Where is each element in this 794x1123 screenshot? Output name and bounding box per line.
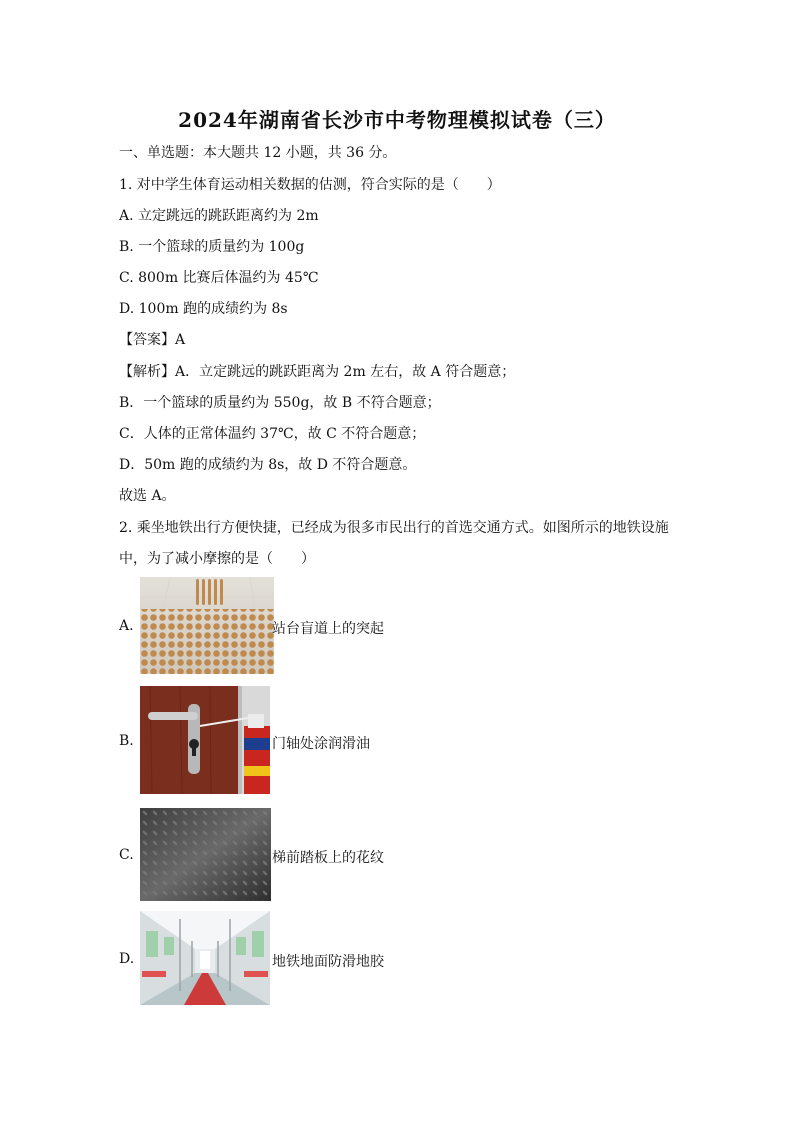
question-2-stem-line2: 中，为了减小摩擦的是（ ）	[119, 551, 315, 567]
question-2-stem-line1: 2. 乘坐地铁出行方便快捷，已经成为很多市民出行的首选交通方式。如图所示的地铁设施	[119, 520, 669, 536]
question-1-stem: 1. 对中学生体育运动相关数据的估测，符合实际的是（ ）	[119, 177, 501, 193]
page-title: 2024年湖南省长沙市中考物理模拟试卷（三）	[178, 108, 616, 132]
question-1-analysis-c: C．人体的正常体温约 37℃，故 C 不符合题意；	[119, 426, 426, 442]
question-1-analysis-b: B．一个篮球的质量约为 550g，故 B 不符合题意；	[119, 395, 441, 411]
question-2-option-c-letter: C.	[119, 847, 134, 863]
question-1-option-d: D. 100m 跑的成绩约为 8s	[119, 301, 288, 317]
question-2-option-b-caption: 门轴处涂润滑油	[272, 736, 370, 752]
question-1-answer: 【答案】A	[119, 332, 186, 348]
door-lubricant-image	[140, 686, 270, 794]
question-1-option-c: C. 800m 比赛后体温约为 45℃	[119, 270, 319, 286]
checker-plate-image	[140, 808, 271, 901]
section-heading: 一、单选题：本大题共 12 小题，共 36 分。	[119, 145, 397, 161]
tactile-paving-image	[140, 577, 274, 674]
question-1-analysis-d: D．50m 跑的成绩约为 8s，故 D 不符合题意。	[119, 457, 417, 473]
question-2-option-a-caption: 站台盲道上的突起	[272, 621, 384, 637]
question-2-option-d-letter: D.	[119, 951, 135, 967]
subway-interior-image	[140, 911, 270, 1005]
question-2-option-a-letter: A.	[119, 618, 134, 634]
question-2-option-b-letter: B.	[119, 733, 134, 749]
question-1-option-b: B. 一个篮球的质量约为 100g	[119, 239, 305, 255]
question-2-option-c-caption: 梯前踏板上的花纹	[272, 850, 384, 866]
question-1-analysis-a: 【解析】A．立定跳远的跳跃距离为 2m 左右，故 A 符合题意；	[119, 364, 516, 380]
question-2-option-d-caption: 地铁地面防滑地胶	[272, 954, 384, 970]
question-1-conclusion: 故选 A。	[119, 488, 176, 504]
question-1-option-a: A. 立定跳远的跳跃距离约为 2m	[119, 208, 319, 224]
